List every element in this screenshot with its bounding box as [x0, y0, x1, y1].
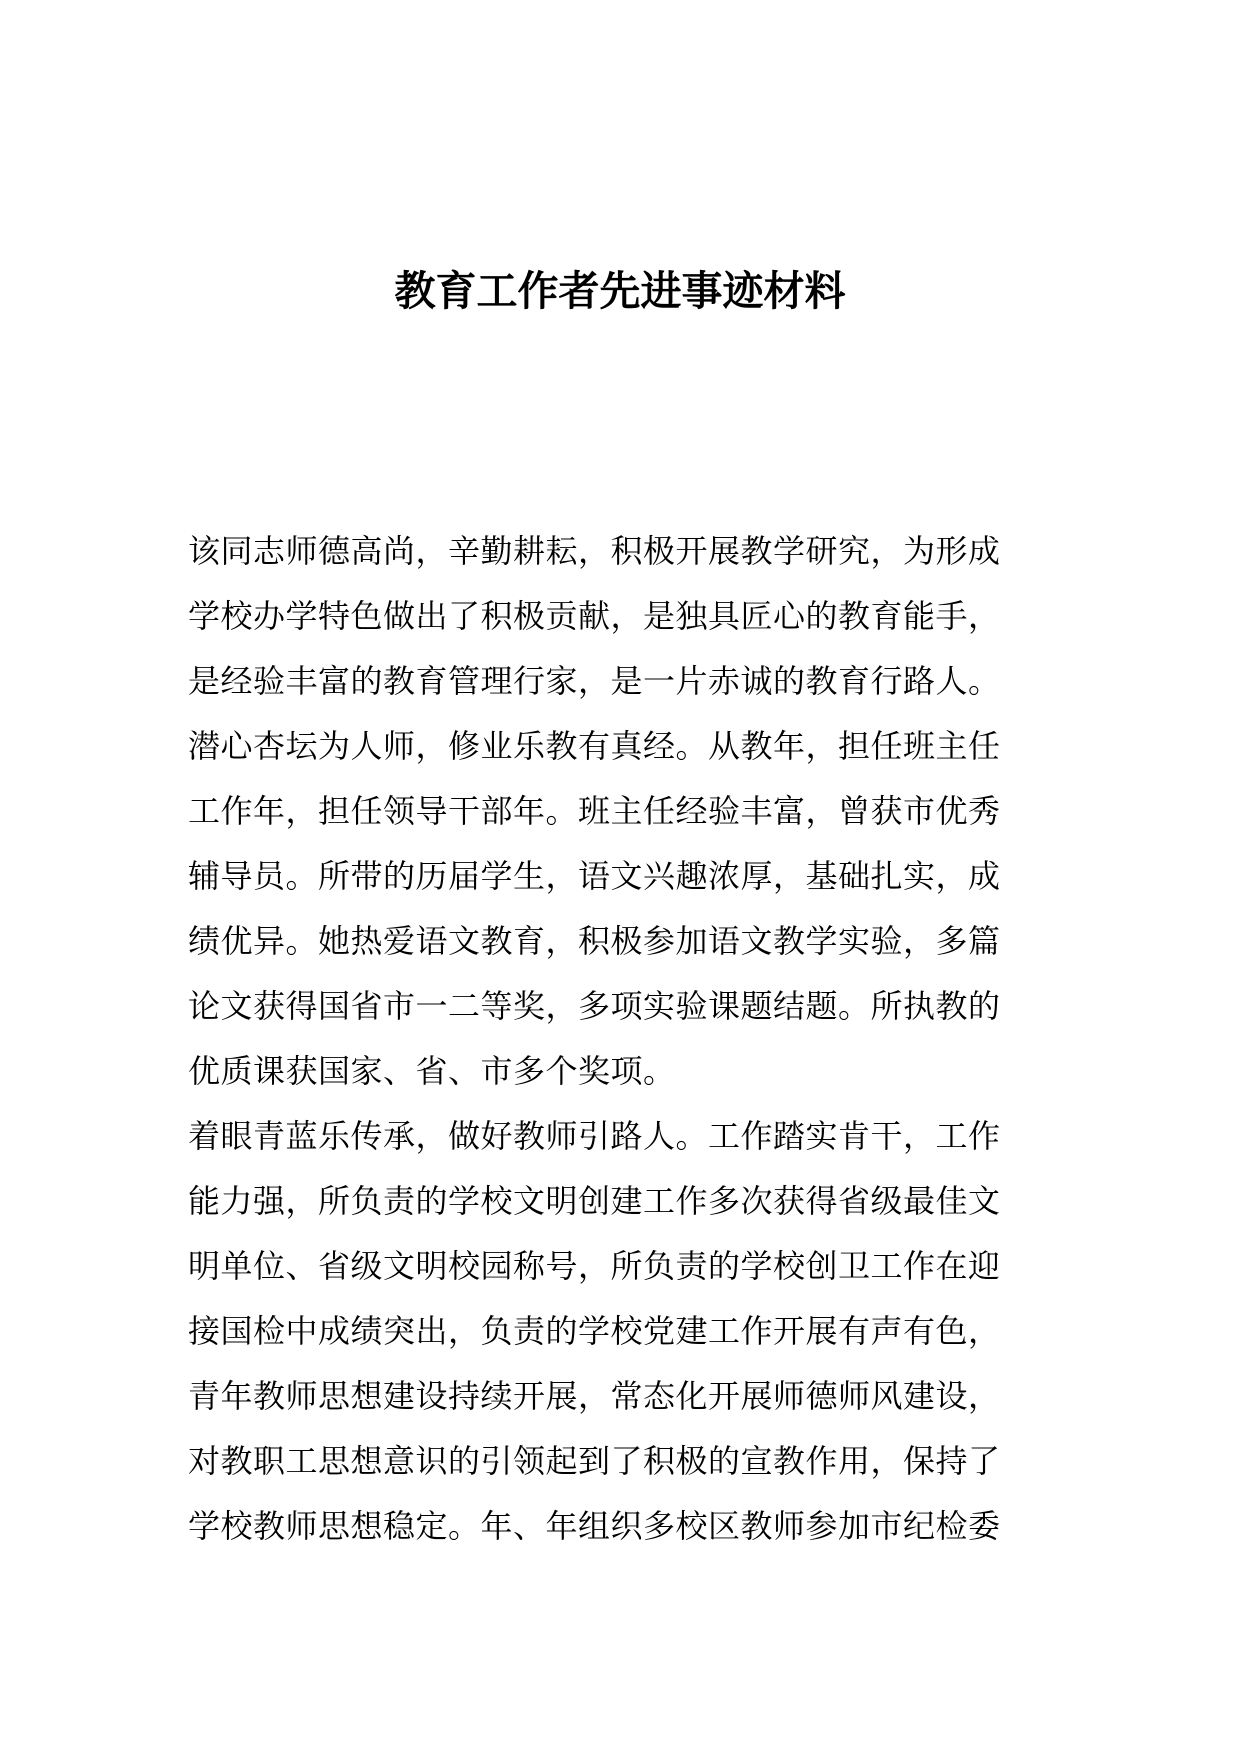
text-line: 能力强，所负责的学校文明创建工作多次获得省级最佳文 [188, 1182, 1001, 1220]
paragraph-2 [188, 714, 1053, 1104]
text-line: 接国检中成绩突出，负责的学校党建工作开展有声有色， [188, 1312, 1001, 1350]
text-line: 学校教师思想稳定。年、年组织多校区教师参加市纪检委 [188, 1507, 1001, 1545]
text-line: 青年教师思想建设持续开展，常态化开展师德师风建设， [188, 1377, 1001, 1415]
text-line: 明单位、省级文明校园称号，所负责的学校创卫工作在迎 [188, 1247, 1001, 1285]
text-line: 绩优异。她热爱语文教育，积极参加语文教学实验，多篇 [188, 922, 1001, 960]
text-line: 是经验丰富的教育管理行家，是一片赤诚的教育行路人。 [188, 662, 1001, 700]
text-line: 对教职工思想意识的引领起到了积极的宣教作用，保持了 [188, 1442, 1001, 1480]
text-line: 潜心杏坛为人师，修业乐教有真经。从教年，担任班主任 [188, 727, 1001, 765]
text-line: 辅导员。所带的历届学生，语文兴趣浓厚，基础扎实，成 [188, 857, 1001, 895]
paragraph-1 [188, 519, 1053, 714]
text-line: 该同志师德高尚，辛勤耕耘，积极开展教学研究，为形成 [188, 532, 1001, 570]
paragraph-3 [188, 1104, 1053, 1559]
text-line: 着眼青蓝乐传承，做好教师引路人。工作踏实肯干，工作 [188, 1117, 1001, 1155]
text-line: 优质课获国家、省、市多个奖项。 [188, 1052, 676, 1090]
document-body [188, 519, 1053, 1559]
text-line: 学校办学特色做出了积极贡献，是独具匠心的教育能手， [188, 597, 1001, 635]
text-line: 工作年，担任领导干部年。班主任经验丰富，曾获市优秀 [188, 792, 1001, 830]
text-line: 论文获得国省市一二等奖，多项实验课题结题。所执教的 [188, 987, 1001, 1025]
document-title: 教育工作者先进事迹材料 [394, 267, 846, 315]
